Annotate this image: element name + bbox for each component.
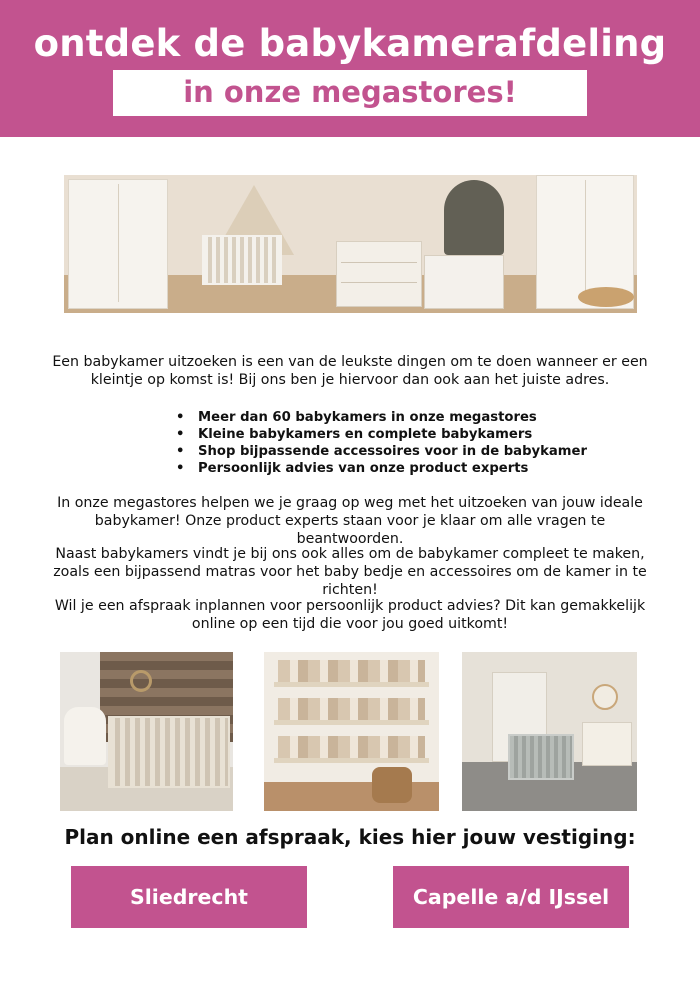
crib-illustration (108, 716, 230, 788)
mirror-illustration (592, 684, 618, 710)
dresser-illustration (336, 241, 422, 307)
chair-illustration (64, 707, 106, 765)
experts-paragraph: In onze megastores helpen we je graag op weg met het uitzoeken van jouw ideale babykamer! Onze product experts staan voor je klaar om alle vragen te beantwoorden. (57, 495, 643, 547)
appointment-paragraph: Wil je een afspraak inplannen voor persoonlijk product advies? Dit kan gemakkelijk online op een tijd die voor jou goed uitkomt! (54, 598, 646, 632)
crib-illustration (508, 734, 574, 780)
intro-paragraph: Een babykamer uitzoeken is een van de leukste dingen om te doen wanneer er een kleintje op komst is! Bij ons ben je hiervoor dan ook aan het juiste adres. (52, 354, 648, 388)
basket-illustration (578, 287, 634, 307)
list-item: • Shop bijpassende accessoires voor in de babykamer (180, 443, 600, 460)
hero-photo-babyroom (64, 175, 637, 313)
store-button-capelle[interactable]: Capelle a/d IJssel (393, 866, 629, 928)
photo-babyroom-2 (462, 652, 637, 811)
bed-illustration (424, 255, 504, 309)
store-button-sliedrecht[interactable]: Sliedrecht (71, 866, 307, 928)
page-subtitle: in onze megastores! (183, 75, 517, 109)
accessories-paragraph: Naast babykamers vindt je bij ons ook alles om de babykamer compleet te maken, zoals een bijpassend matras voor het baby bedje en accessoires om de kamer in te richten! (53, 546, 647, 598)
cta-heading: Plan online een afspraak, kies hier jouw vestiging: (64, 825, 636, 849)
list-item: • Persoonlijk advies van onze product experts (180, 460, 600, 477)
crib-illustration (202, 235, 282, 285)
basket-illustration (372, 767, 412, 803)
dresser-illustration (582, 722, 632, 766)
header-banner (0, 0, 700, 137)
page-title: ontdek de babykamerafdeling (33, 22, 667, 65)
photo-accessories-shelves (264, 652, 439, 811)
canopy-illustration (444, 180, 504, 255)
photo-babyroom-1 (60, 652, 233, 811)
list-item: • Meer dan 60 babykamers in onze megastores (180, 409, 600, 426)
feature-list (180, 409, 600, 477)
subtitle-box (113, 70, 587, 116)
mirror-illustration (130, 670, 152, 692)
list-item: • Kleine babykamers en complete babykamers (180, 426, 600, 443)
wardrobe-illustration (68, 179, 168, 309)
